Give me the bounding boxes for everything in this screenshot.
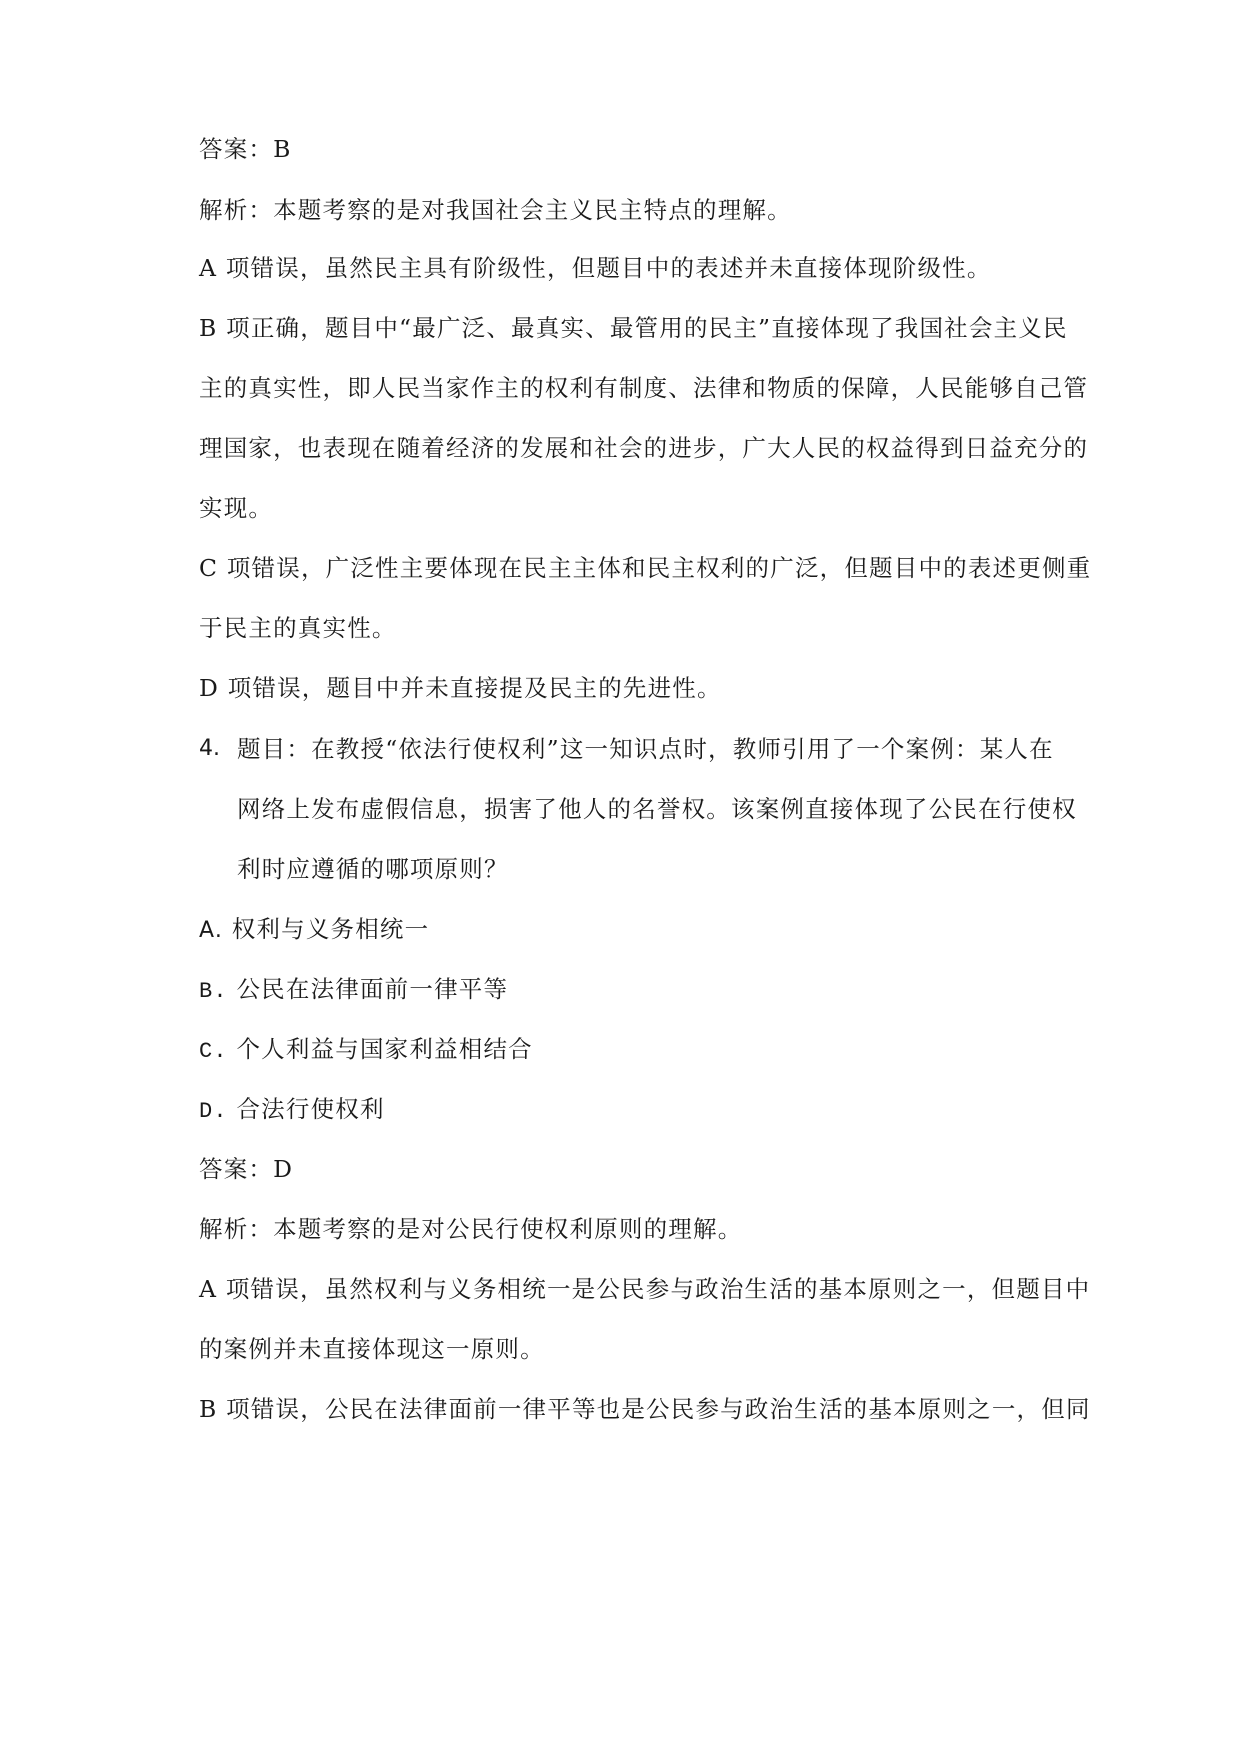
choice-letter: C. [199, 1039, 228, 1064]
choice-text: 合法行使权利 [236, 1095, 385, 1123]
option-a-explanation: 的案例并未直接体现这一原则。 [199, 1335, 545, 1363]
question-stem: 利时应遵循的哪项原则？ [237, 855, 509, 883]
option-a-explanation: A 项错误，虽然权利与义务相统一是公民参与政治生活的基本原则之一，但题目中 [199, 1275, 1091, 1303]
analysis-line: 解析：本题考察的是对我国社会主义民主特点的理解。 [199, 196, 792, 224]
option-d-explanation: D 项错误，题目中并未直接提及民主的先进性。 [199, 674, 722, 702]
option-b-explanation: B 项错误，公民在法律面前一律平等也是公民参与政治生活的基本原则之一，但同 [199, 1395, 1091, 1423]
choice-text: 权利与义务相统一 [231, 915, 430, 943]
option-a-explanation: A 项错误，虽然民主具有阶级性，但题目中的表述并未直接体现阶级性。 [199, 254, 992, 282]
option-b-explanation: B 项正确，题目中“最广泛、最真实、最管用的民主”直接体现了我国社会主义民 [199, 314, 1068, 342]
option-b-explanation: 实现。 [199, 494, 274, 522]
choice-b [199, 974, 508, 1007]
choice-c [199, 1034, 533, 1067]
option-c-explanation: C 项错误，广泛性主要体现在民主主体和民主权利的广泛，但题目中的表述更侧重 [199, 554, 1092, 582]
choice-text: 公民在法律面前一律平等 [236, 975, 509, 1003]
choice-d [199, 1094, 385, 1127]
option-c-explanation: 于民主的真实性。 [199, 614, 397, 642]
choice-letter: D. [199, 1099, 228, 1124]
question-stem: 网络上发布虚假信息，损害了他人的名誉权。该案例直接体现了公民在行使权 [237, 795, 1077, 823]
question-stem: 题目：在教授“依法行使权利”这一知识点时，教师引用了一个案例：某人在 [237, 735, 1054, 763]
analysis-line: 解析：本题考察的是对公民行使权利原则的理解。 [199, 1215, 743, 1243]
choice-letter: A. [199, 918, 224, 943]
option-b-explanation: 主的真实性，即人民当家作主的权利有制度、法律和物质的保障，人民能够自己管 [199, 374, 1089, 402]
choice-a [199, 914, 429, 946]
choice-text: 个人利益与国家利益相结合 [236, 1035, 533, 1063]
answer-line: 答案：B [199, 135, 292, 163]
question-number: 4. [199, 736, 220, 761]
choice-letter: B. [199, 979, 228, 1004]
option-b-explanation: 理国家，也表现在随着经济的发展和社会的进步，广大人民的权益得到日益充分的 [199, 434, 1089, 462]
answer-line: 答案：D [199, 1155, 294, 1183]
